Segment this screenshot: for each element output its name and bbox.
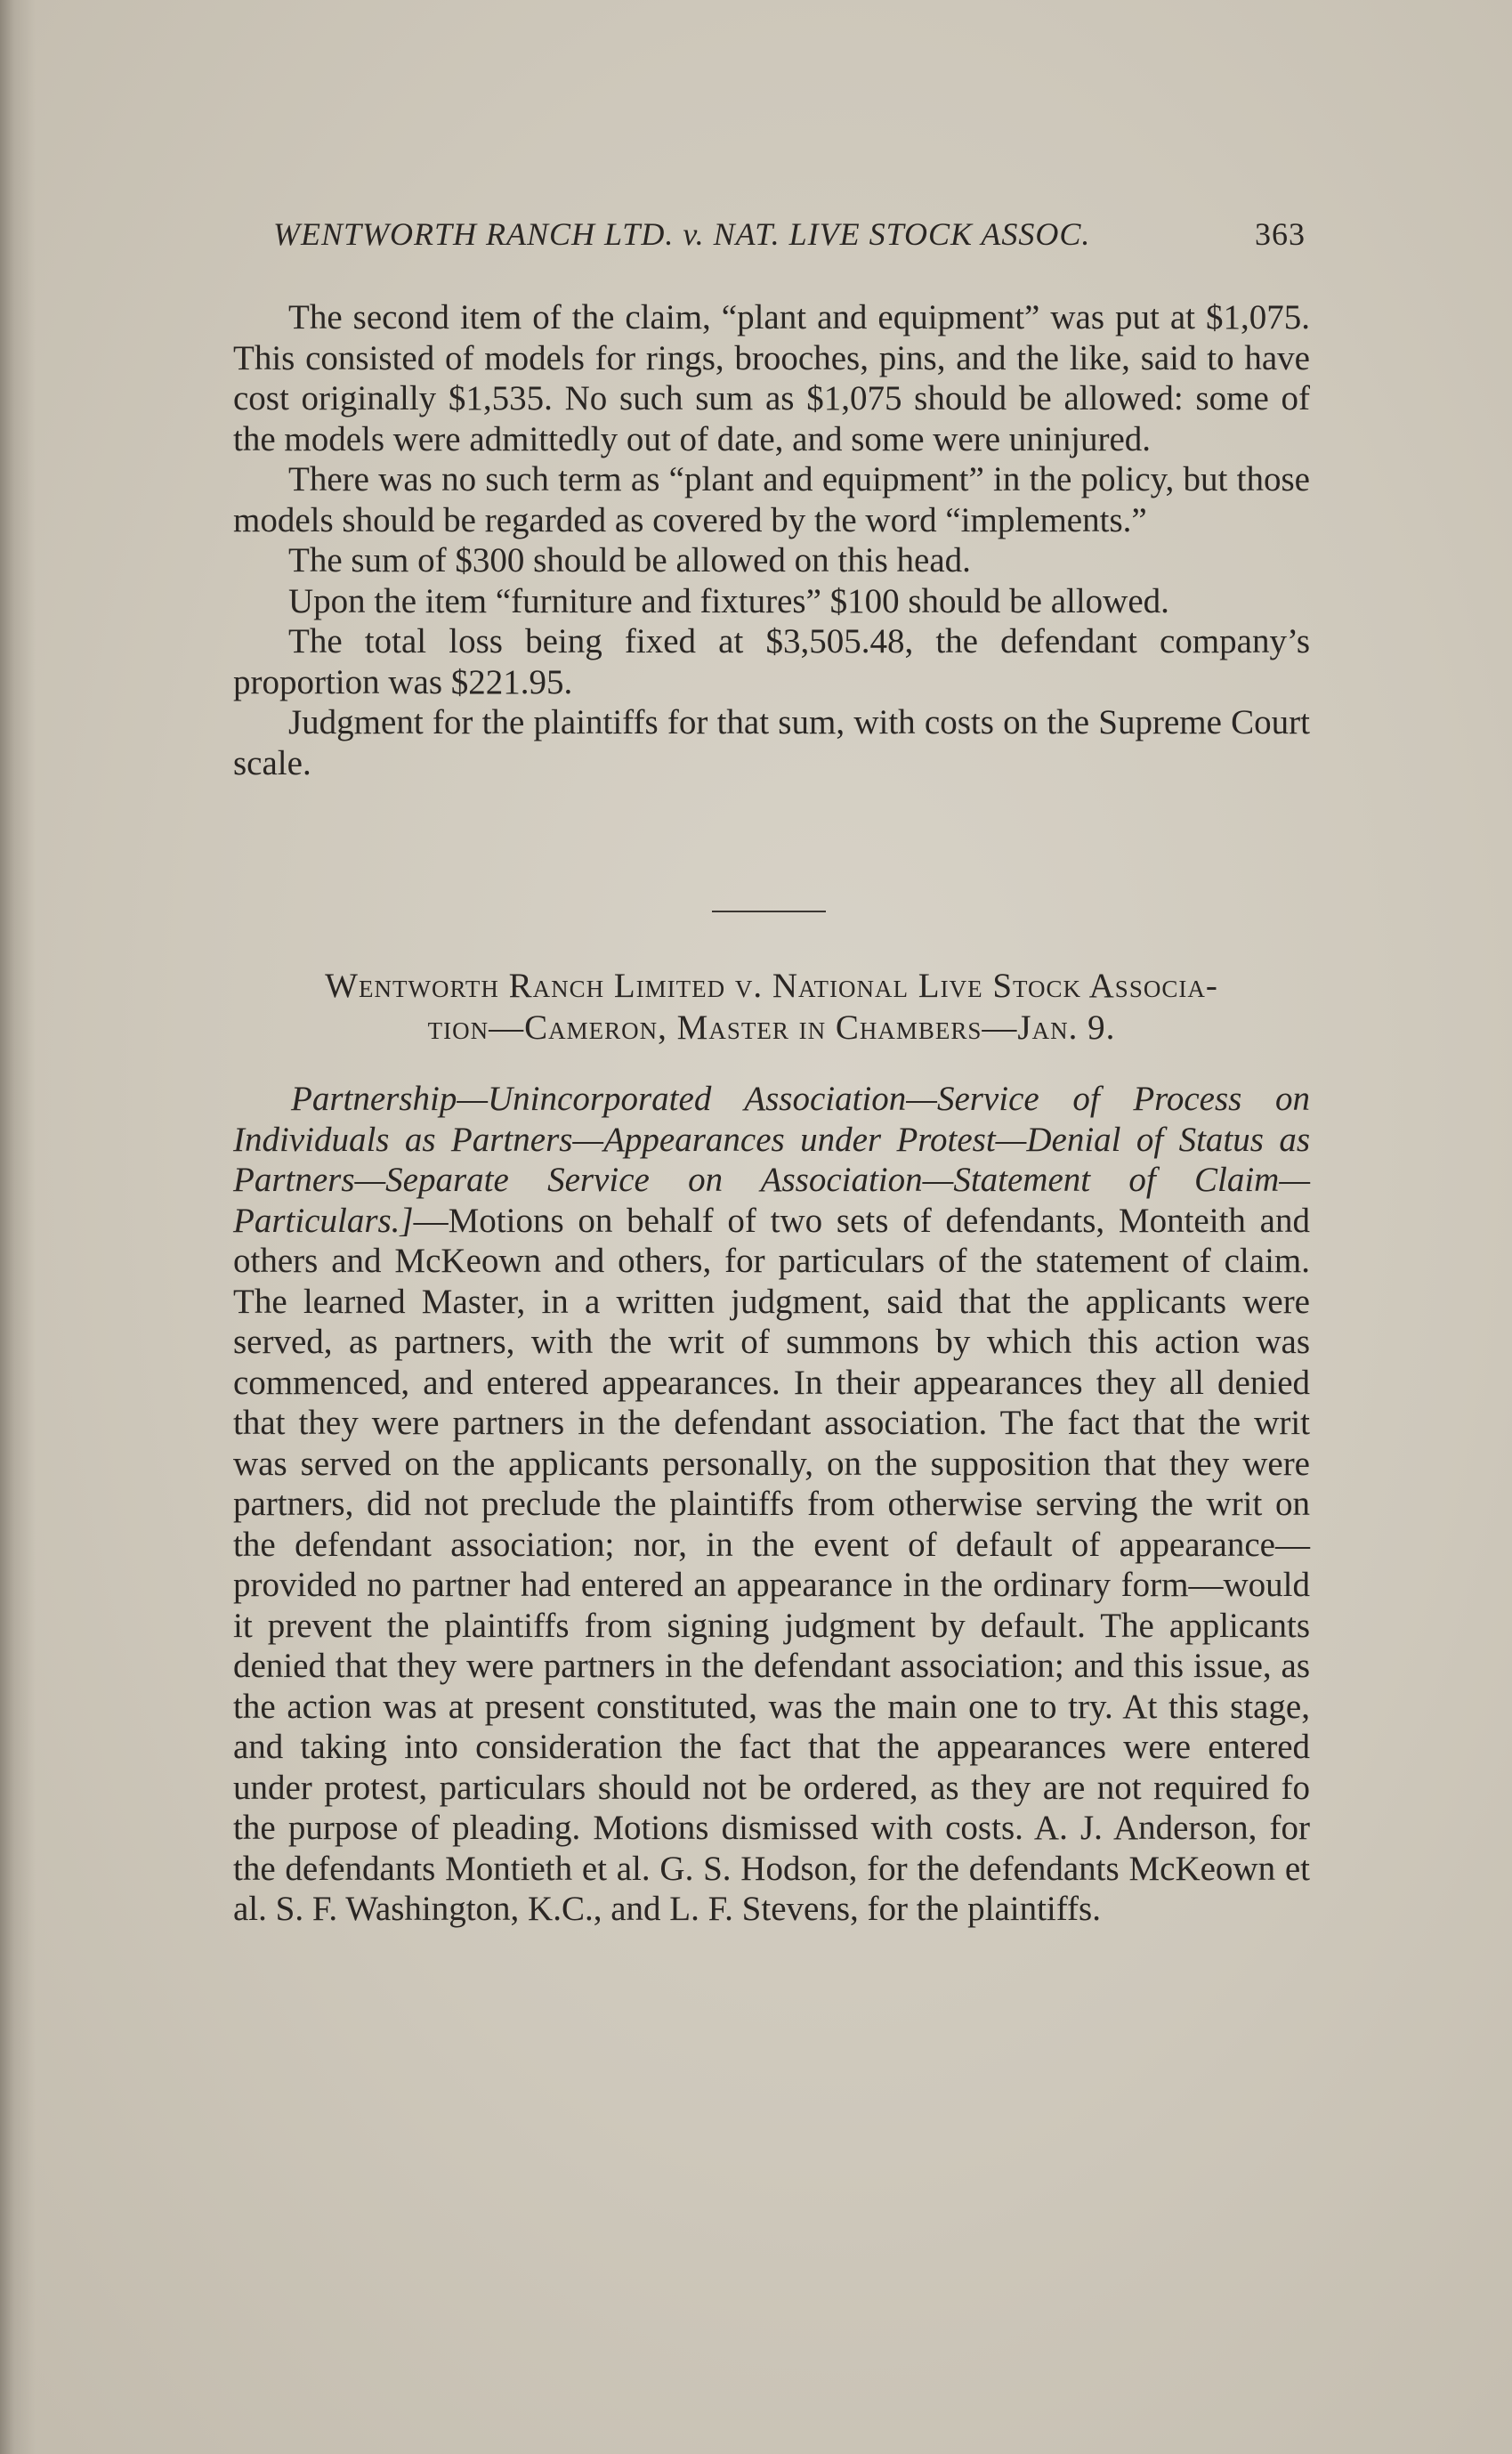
page-number: 363 bbox=[1255, 216, 1306, 252]
continued-judgment-text bbox=[233, 297, 1310, 783]
paragraph: The second item of the claim, “plant and equipment” was put at $1,075. This consisted of models for rings, brooches, pins, and the like, said to have cost originally $1,535. No such sum as $1,075 should be allowed: some of the models were admittedly out of date, and some were uninjured. bbox=[233, 298, 1310, 458]
case-body: —Motions on behalf of two sets of defendants, Monteith and others and McKeown and others, for particulars of the statement of claim. The learned Master, in a written judgment, said that the applicants were served, as partners, with the writ of summons by which this action was commenced, and entered appearances. In their appearances they all denied that they were partners in the defendant association. The fact that the writ was served on the applicants personally, on the supposition that they were partners, did not preclude the plaintiffs from otherwise serving the writ on the defendant association; nor, in the event of default of appearance—provided no partner had entered an appearance in the ordinary form—would it prevent the plaintiffs from signing judgment by default. The applicants denied that they were partners in the defendant association; and this issue, as the action was at present constituted, was the main one to try. At this stage, and taking into consideration the fact that the appearances were entered under protest, particulars should not be ordered, as they are not required fo the purpose of pleading. Motions dismissed with costs. A. J. Anderson, for the defendants Montieth et al. G. S. Hodson, for the defendants McKeown et al. S. F. Washington, K.C., and L. F. Stevens, for the plaintiffs. bbox=[233, 1201, 1310, 1928]
headnote: Partnership—Unincorporated Association—Service of Process on Individuals as Partners—Appearances under Protest—Denial of Status as Partners—Separate Service on Association—Statement of Claim—Particulars.] bbox=[233, 1080, 1310, 1240]
paragraph: There was no such term as “plant and equipment” in the policy, but those models should be regarded as covered by the word “implements.” bbox=[233, 460, 1310, 539]
paragraph: The total loss being fixed at $3,505.48, the defendant company’s proportion was $221.95. bbox=[233, 622, 1310, 701]
book-spine-shadow bbox=[0, 0, 36, 2454]
paragraph: Upon the item “furniture and fixtures” $100 should be allowed. bbox=[288, 581, 1169, 620]
running-title: WENTWORTH RANCH LTD. v. NAT. LIVE STOCK ASSOC. bbox=[273, 216, 1091, 252]
case-title bbox=[233, 965, 1310, 1049]
section-divider bbox=[712, 911, 826, 912]
case-report bbox=[233, 1079, 1310, 1930]
paragraph: The sum of $300 should be allowed on this head. bbox=[288, 541, 971, 579]
case-title-line: tion—Cameron, Master in Chambers—Jan. 9. bbox=[427, 1008, 1116, 1047]
running-header bbox=[273, 215, 1306, 269]
case-paragraph bbox=[233, 1079, 1310, 1930]
paragraph: Judgment for the plaintiffs for that sum, with costs on the Supreme Court scale. bbox=[233, 703, 1310, 782]
case-title-line: Wentworth Ranch Limited v. National Live Stock Associa- bbox=[325, 967, 1218, 1005]
